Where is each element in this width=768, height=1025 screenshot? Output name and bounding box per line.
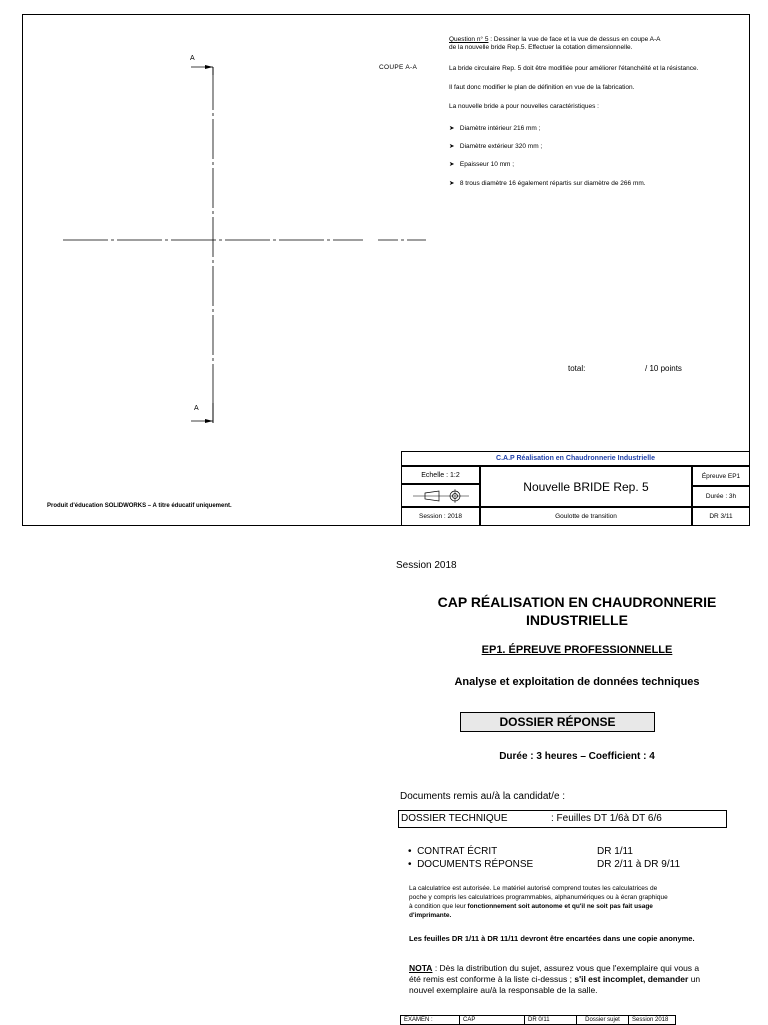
question-line-1: [449, 36, 660, 44]
drawing-sheet: [22, 14, 750, 526]
total-points: / 10 points: [645, 364, 682, 373]
documents-remis: Documents remis au/à la candidat/e :: [400, 791, 566, 802]
question-paragraph-3: La nouvelle bride a pour nouvelles caractéristiques :: [449, 103, 599, 110]
coupe-label: COUPE A-A: [379, 64, 418, 71]
total-label: total:: [568, 364, 586, 373]
projection-symbol: [401, 484, 480, 507]
question-paragraph-2: Il faut donc modifier le plan de définition en vue de la fabrication.: [449, 84, 635, 91]
solidworks-watermark: Produit d'éducation SOLIDWORKS – A titre éducatif uniquement.: [47, 503, 232, 509]
section-label-bottom: A: [194, 405, 199, 412]
section-label-top: A: [190, 55, 195, 62]
footer-cell: CAP: [460, 1016, 525, 1025]
title-block-dr: DR 3/11: [692, 507, 750, 526]
question-title: Question n° 5: [449, 36, 489, 43]
dossier-technique-label: DOSSIER TECHNIQUE: [401, 813, 508, 824]
question-line-2: de la nouvelle bride Rep.5. Effectuer la cotation dimensionnelle.: [449, 44, 633, 51]
dossier-reponse-box: DOSSIER RÉPONSE: [460, 712, 655, 732]
title-block-title: Nouvelle BRIDE Rep. 5: [480, 466, 692, 507]
feuilles-note: Les feuilles DR 1/11 à DR 11/11 devront être encartées dans une copie anonyme.: [409, 934, 695, 943]
title-block-session: Session : 2018: [401, 507, 480, 526]
question-paragraph-1: La bride circulaire Rep. 5 doit être modifiée pour améliorer l'étanchéité et la résistance.: [449, 65, 699, 72]
footer-cell: EXAMEN :: [401, 1016, 460, 1025]
bullet-arrow-icon: ➤: [449, 161, 455, 168]
list-item: • CONTRAT ÉCRIT: [408, 846, 498, 857]
question-line1-rest: : Dessiner la vue de face et la vue de dessus en coupe A-A: [488, 36, 661, 43]
title-block-epreuve: Épreuve EP1: [692, 466, 750, 486]
bullet-item: ➤ Diamètre intérieur 216 mm ;: [449, 125, 541, 132]
footer-cell: DR 0/11: [525, 1016, 577, 1025]
analyse-heading: Analyse et exploitation de données techniques: [454, 676, 700, 688]
list-item-value: DR 2/11 à DR 9/11: [597, 859, 681, 870]
nota-note: NOTA : Dès la distribution du sujet, assurez vous que l'exemplaire qui vous a été remis est conforme à la liste ci-dessus ; s'il est incomplet, demander un nouvel exemplaire au/à la responsable de la salle.: [409, 963, 701, 995]
title-block-echelle: Echelle : 1:2: [401, 466, 480, 484]
calculatrice-note: La calculatrice est autorisée. Le matériel autorisé comprend toutes les calculatrices de poche y compris les calculatrices programmables, alphanumériques ou à écran graphique à condition que leur fonctionnement soit autonome et qu'il ne soit pas fait usage d'imprimante.: [409, 885, 668, 919]
footer-cell: Dossier sujet: [577, 1016, 629, 1025]
bullet-arrow-icon: ➤: [449, 125, 455, 132]
footer-cell: Session 2018: [629, 1016, 676, 1025]
title-block-duree: Durée : 3h: [692, 486, 750, 507]
list-item-value: DR 1/11: [597, 846, 633, 857]
epreuve-heading: EP1. ÉPREUVE PROFESSIONNELLE: [481, 644, 673, 656]
session-text: Session 2018: [396, 560, 457, 571]
bullet-arrow-icon: ➤: [449, 180, 455, 187]
bullet-arrow-icon: ➤: [449, 143, 455, 150]
page-title-line-2: INDUSTRIELLE: [526, 612, 628, 628]
bullet-item: ➤ Epaisseur 10 mm ;: [449, 161, 515, 168]
dossier-technique-box: [398, 810, 727, 828]
list-item: • DOCUMENTS RÉPONSE: [408, 859, 534, 870]
title-block-subtitle: Goulotte de transition: [480, 507, 692, 526]
bullet-item: ➤ 8 trous diamètre 16 également répartis sur diamètre de 266 mm.: [449, 180, 646, 187]
dossier-technique-value: : Feuilles DT 1/6à DT 6/6: [551, 813, 662, 824]
first-angle-projection-icon: [411, 488, 471, 504]
title-block-header: C.A.P Réalisation en Chaudronnerie Industrielle: [401, 451, 750, 466]
duree-coefficient: Durée : 3 heures – Coefficient : 4: [499, 751, 655, 762]
bullet-item: ➤ Diamètre extérieur 320 mm ;: [449, 143, 543, 150]
page-title-line-1: CAP RÉALISATION EN CHAUDRONNERIE: [437, 594, 717, 610]
